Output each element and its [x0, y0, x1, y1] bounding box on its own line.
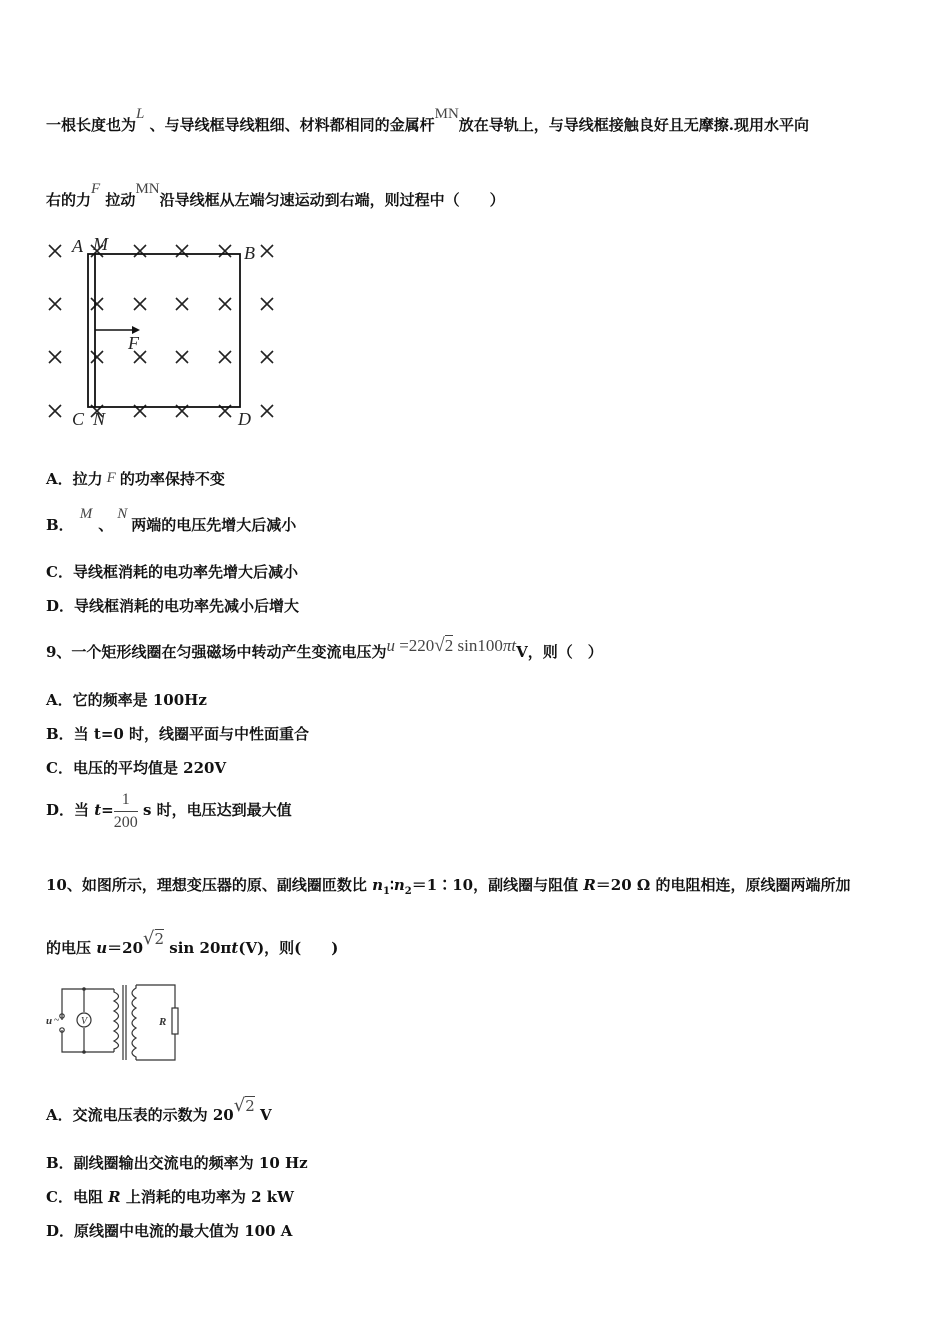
q10-stem-text: 的电压	[46, 939, 97, 957]
q9-option-c: C．电压的平均值是 220V	[46, 759, 227, 777]
sqrt-sign: √	[143, 928, 155, 949]
q8-option-a-text: A．拉力	[46, 470, 103, 488]
q8-stem-text: 一根长度也为	[46, 116, 137, 134]
math-n1: n	[372, 876, 384, 894]
math-R: R	[583, 876, 596, 894]
fraction-1-200	[114, 791, 138, 831]
math-M: M	[79, 506, 93, 522]
resistor-label: R	[159, 1016, 167, 1028]
math-R: R	[108, 1188, 121, 1206]
math-n2-sub: 2	[404, 886, 412, 897]
label-D: D	[238, 409, 251, 429]
sqrt-sign: √	[233, 1095, 246, 1116]
q10-stem-text: 10、如图所示，理想变压器的原、副线圈匝数比	[46, 876, 373, 894]
sqrt-2	[234, 1097, 255, 1115]
q10-option-c	[46, 1186, 294, 1207]
q9-option-b: B．当 t=0 时，线圈平面与中性面重合	[46, 725, 310, 743]
q8-stem-line2	[46, 181, 505, 210]
q10-option-b: B．副线圈输出交流电的频率为 10 Hz	[46, 1154, 308, 1172]
math-eq: ＝20	[107, 939, 144, 957]
sqrt-2	[143, 930, 164, 948]
math-L: L	[136, 106, 145, 122]
q8-option-a-text: 的功率保持不变	[119, 470, 225, 488]
q9-option-d	[46, 791, 292, 831]
math-sin: sin100	[453, 636, 503, 655]
q10-stem-text: sin 20π	[164, 939, 232, 957]
q10-stem-line1	[46, 874, 850, 897]
q9-option-a: A．它的频率是 100Hz	[46, 691, 207, 709]
label-C: C	[72, 409, 85, 429]
math-u: u	[386, 636, 395, 655]
q10-option-c-text: 上消耗的电功率为 2 kW	[120, 1188, 294, 1206]
q10-stem-text: ＝20 Ω 的电阻相连，原线圈两端所加	[595, 876, 851, 894]
q9-formula	[386, 636, 516, 656]
q8-stem-text: 放在导轨上，与导线框接触良好且无摩擦.现用水平向	[458, 116, 810, 134]
math-t: t	[94, 801, 102, 820]
q10-option-a-text: A．交流电压表的示数为 20	[46, 1106, 234, 1124]
q10-option-d: D．原线圈中电流的最大值为 100 A	[46, 1222, 293, 1240]
fraction-numerator: 1	[114, 791, 138, 812]
q8-magnetic-field-figure	[44, 232, 284, 432]
q9-stem-text: V，则（ ）	[516, 643, 603, 661]
math-n2: n	[393, 876, 405, 894]
math-n1-sub: 1	[383, 886, 390, 897]
q8-option-c: C．导线框消耗的电功率先增大后减小	[46, 563, 298, 581]
q8-option-b-text: 两端的电压先增大后减小	[131, 516, 297, 534]
math-N: N	[117, 506, 128, 522]
math-F: F	[106, 470, 116, 486]
q10-stem-text: ＝1∶10，副线圈与阻值	[411, 876, 584, 894]
math-F: F	[91, 181, 101, 197]
voltmeter-label: V	[81, 1016, 88, 1027]
math-eq: =	[101, 801, 114, 820]
q8-stem-text: 沿导线框从左端匀速运动到右端，则过程中（ ）	[159, 191, 505, 209]
math-sqrt-value: 2	[154, 930, 165, 948]
q9-option-d-text: D．当	[46, 801, 95, 820]
q9-option-d-text: s 时，电压达到最大值	[137, 801, 292, 820]
q10-stem-line2	[46, 928, 339, 958]
q8-option-a	[46, 468, 225, 489]
math-sqrt-value: 2	[245, 1097, 255, 1115]
q8-option-d: D．导线框消耗的电功率先减小后增大	[46, 597, 300, 615]
label-B: B	[244, 243, 255, 263]
math-MN: MN	[434, 106, 459, 122]
label-F: F	[128, 333, 139, 353]
math-MN: MN	[135, 181, 160, 197]
fraction-denominator: 200	[113, 813, 138, 831]
q10-option-c-text: C．电阻	[46, 1188, 109, 1206]
label-N: N	[93, 409, 106, 429]
q8-option-b	[46, 506, 297, 535]
math-t: t	[231, 939, 239, 957]
math-sqrt-value: 2	[444, 636, 454, 655]
label-A: A	[72, 236, 83, 256]
label-M: M	[93, 234, 108, 254]
math-eq: =220	[394, 636, 435, 655]
math-u: u	[96, 939, 108, 957]
ac-source-symbol: ~	[54, 1015, 60, 1026]
q9-stem-text: 9、一个矩形线圈在匀强磁场中转动产生变流电压为	[46, 643, 387, 661]
q8-stem-text: 拉动	[105, 191, 136, 209]
math-pit: πt	[502, 636, 517, 655]
q8-stem-text: 、与导线框导线粗细、材料都相同的金属杆	[149, 116, 435, 134]
q10-stem-text: (V)，则( )	[238, 939, 339, 957]
sqrt-sign: √	[434, 635, 445, 656]
q10-transformer-circuit	[44, 980, 184, 1064]
q8-option-b-sep: 、	[98, 516, 114, 534]
q8-option-b-text: B．	[46, 516, 74, 534]
q10-option-a	[46, 1095, 272, 1125]
q9-stem	[46, 635, 603, 663]
u-label: u	[46, 1015, 53, 1027]
q10-option-a-text: V	[254, 1106, 272, 1124]
q8-stem-line1	[46, 106, 810, 135]
math-colon: ∶	[389, 876, 394, 894]
q8-stem-text: 右的力	[46, 191, 92, 209]
